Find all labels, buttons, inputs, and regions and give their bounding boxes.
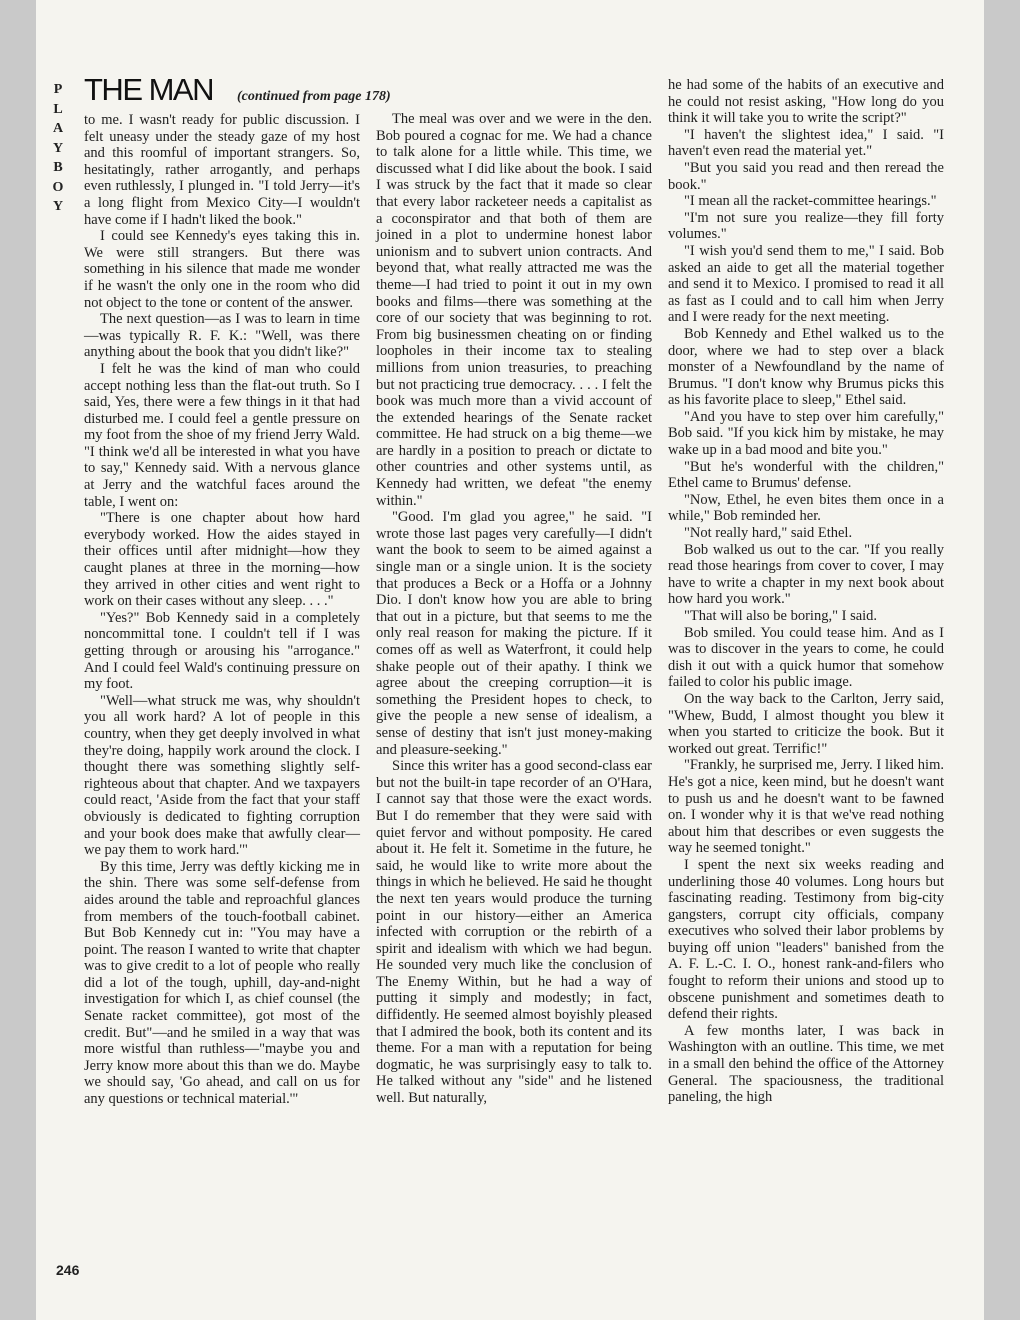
- paragraph: "And you have to step over him carefully," Bob said. "If you kick him by mistake, he may wake up in a bad mood and bite you.": [668, 408, 944, 459]
- paragraph: A few months later, I was back in Washington with an outline. This time, we met in a small den behind the office of the Attorney General. The spaciousness, the traditional paneling, the high: [668, 1022, 944, 1106]
- spine-letter: P: [53, 82, 63, 97]
- text-column-2: [376, 111, 652, 1283]
- paragraph: he had some of the habits of an executive and he could not resist asking, "How long do you think it will take you to write the script?": [668, 77, 944, 127]
- spine-letter: Y: [52, 199, 64, 214]
- paragraph: I felt he was the kind of man who could accept nothing less than the flat-out truth. So I said, Yes, there were a few things in it that had disturbed me. I could feel a gentle pressure on my foot from the shoe of my friend Jerry Wald. "I think we'd all be interested in what you have to say," Kennedy said. With a nervous glance at Jerry and the watchful faces around the table, I went on:: [84, 360, 360, 510]
- text-column-3: [668, 77, 944, 1283]
- paragraph: "Now, Ethel, he even bites them once in a while," Bob reminded her.: [668, 491, 944, 525]
- paragraph: The next question—as I was to learn in time—was typically R. F. K.: "Well, was there anything about the book that you didn't like?": [84, 311, 360, 361]
- paragraph: "But you said you read and then reread the book.": [668, 159, 944, 193]
- paragraph: "Good. I'm glad you agree," he said. "I wrote those last pages very carefully—I didn't want the book to seem to be aimed against a single man or a single union. It is the society that produces a Beck or a Hoffa or a Johnny Dio. I don't know how you are able to bring that out in a picture, but that seems to me the only real reason for making the picture. If it comes off as well as Waterfront, it could help shake people out of their apathy. I think we agree about the creeping corruption—it is something the President hopes to check, to give the people a new sense of idealism, a sense of destiny that isn't just money-making and pleasure-seeking.": [376, 509, 652, 758]
- paragraph: I could see Kennedy's eyes taking this in. We were still strangers. But there was something in his silence that made me wonder if he wasn't the only one in the room who did not object to the tone or content of the answer.: [84, 228, 360, 311]
- paragraph: "I'm not sure you realize—they fill forty volumes.": [668, 209, 944, 243]
- paragraph: "Frankly, he surprised me, Jerry. I liked him. He's got a nice, keen mind, but he doesn't want to push us and he doesn't want to be fawned on. I wonder why it is that we've read nothing about him that describes or even suggests the way he seemed tonight.": [668, 757, 944, 857]
- paragraph: Bob smiled. You could tease him. And as I was to discover in the years to come, he could dish it out with a quick humor that somehow failed to color his public image.: [668, 624, 944, 691]
- paragraph: "Well—what struck me was, why shouldn't you all work hard? A lot of people in this country, when they get deeply involved in what they're doing, happily work around the clock. I thought there was something slightly self-righteous about that chapter. And we taxpayers could react, 'Aside from the fact that your staff obviously is dedicated to fighting corruption and your book does make that awfully clear—we pay them to work hard.'": [84, 692, 360, 859]
- spine-letter: O: [52, 179, 64, 195]
- paragraph: "Not really hard," said Ethel.: [684, 525, 853, 542]
- paragraph: I spent the next six weeks reading and underlining those 40 volumes. Long hours but fascinating reading. Testimony from big-city gangsters, corrupt city officials, company executives who solved their labor problems by buying off union "leaders" banished from the A. F. L.-C. I. O., honest rank-and-filers who fought to reform their unions and stood up to obscene punishment and sometimes death to defend their rights.: [668, 856, 944, 1023]
- spine-letter: A: [52, 121, 64, 136]
- paragraph: to me. I wasn't ready for public discussion. I felt uneasy under the steady gaze of my host and this roomful of important strangers. So, hesitatingly, rather arrogantly, and perhaps even ruthlessly, I plunged in. "I told Jerry—it's a long flight from Mexico City—I wouldn't have come if I hadn't liked the book.": [84, 112, 360, 228]
- spine-letter: L: [53, 101, 63, 117]
- continued-note: (continued from page 178): [237, 89, 391, 104]
- paragraph: "Yes?" Bob Kennedy said in a completely noncommittal tone. I couldn't tell if I was getting through or arousing his "arrogance." And I could feel Wald's continuing pressure on my foot.: [84, 609, 360, 693]
- article-title: THE MAN: [84, 72, 213, 107]
- magazine-page: [36, 0, 984, 1320]
- paragraph: Bob walked us out to the car. "If you really read those hearings from cover to cover, I may have to write a chapter in my next book about how hard you work.": [668, 541, 944, 608]
- spine-letter: B: [53, 160, 63, 175]
- magazine-spine-logo: [46, 80, 70, 217]
- article-header: [84, 72, 391, 106]
- paragraph: On the way back to the Carlton, Jerry said, "Whew, Budd, I almost thought you blew it when you started to criticize the book. But it worked out great. Terrific!": [668, 690, 944, 757]
- paragraph: By this time, Jerry was deftly kicking me in the shin. There was some self-defense from aides around the table and reproachful glances from members of the touch-football cabinet. But Bob Kennedy cut in: "You may have a point. The reason I wanted to write that chapter was to give credit to a lot of people who really did a lot of the tough, uphill, day-and-night investigation for which I, as chief counsel (the Senate racket committee), got most of the credit. But"—and he smiled in a way that was more wistful than ruthless—"maybe you and Jerry know more about this than we do. Maybe we should say, 'Go ahead, and call on us for any questions or technical material.'": [84, 858, 360, 1108]
- paragraph: Bob Kennedy and Ethel walked us to the door, where we had to step over a black monster of a Newfoundland by the name of Brumus. "I don't know why Brumus picks this as his favorite place to sleep," Ethel said.: [668, 325, 944, 409]
- paragraph: The meal was over and we were in the den. Bob poured a cognac for me. We had a chance to talk alone for a little while. This time, we discussed what I did like about the book. I said I was struck by the fact that it made so clear that every labor racketeer needs a capitalist as a coconspirator and that both of them are joined in a plot to undermine honest labor unionism and to subvert union contracts. And beyond that, what really attracted me was the theme—I had tried to point it out in my own books and films—there was something at the core of our society that was beginning to rot. From big businessmen cheating on or finding loopholes in their income tax to stealing millions from union treasuries, to preaching but not practicing true democracy. . . . I felt the book was much more than a vivid account of the extended hearings of the Senate racket committee. He had struck on a big theme—we are hardly in a position to preach or dictate to other countries and other systems until, as Kennedy had written, we defeat "the enemy within.": [376, 111, 652, 509]
- paragraph: "That will also be boring," I said.: [684, 608, 878, 624]
- paragraph: "I haven't the slightest idea," I said. "I haven't even read the material yet.": [668, 126, 944, 160]
- text-column-1: [84, 112, 360, 1282]
- paragraph: "There is one chapter about how hard everybody worked. How the aides stayed in their offices until after midnight—how they caught planes at three in the morning—how they arrived in other cities and went right to work on their cases without any sleep. . . .": [84, 510, 360, 610]
- paragraph: Since this writer has a good second-class ear but not the built-in tape recorder of an O'Hara, I cannot say that those were the exact words. But I do remember that they were said with quiet fervor and without pomposity. He cared about it. He felt it. Sometime in the future, he said, he would like to write more about the things in which he believed. He said he thought the next ten years would produce the turning point in our history—either an America infected with corruption or the rebirth of a spirit and idealism with which we had begun. He sounded very much like the conclusion of The Enemy Within, but he had a way of putting it simply and modestly; in fact, diffidently. He seemed almost boyishly pleased that I admired the book, both its content and its theme. For a man with a reputation for being dogmatic, he was surprisingly easy to talk to. He talked without any "side" and he listened well. But naturally,: [376, 758, 652, 1107]
- paragraph: "I wish you'd send them to me," I said. Bob asked an aide to get all the material together and send it to Mexico. I promised to read it all as fast as I could and to call him when Jerry and I were ready for the next meeting.: [668, 242, 944, 326]
- spine-letter: Y: [52, 140, 64, 156]
- paragraph: "But he's wonderful with the children," Ethel came to Brumus' defense.: [668, 458, 944, 492]
- paragraph: "I mean all the racket-committee hearings.": [684, 193, 937, 210]
- page-number: 246: [56, 1262, 80, 1278]
